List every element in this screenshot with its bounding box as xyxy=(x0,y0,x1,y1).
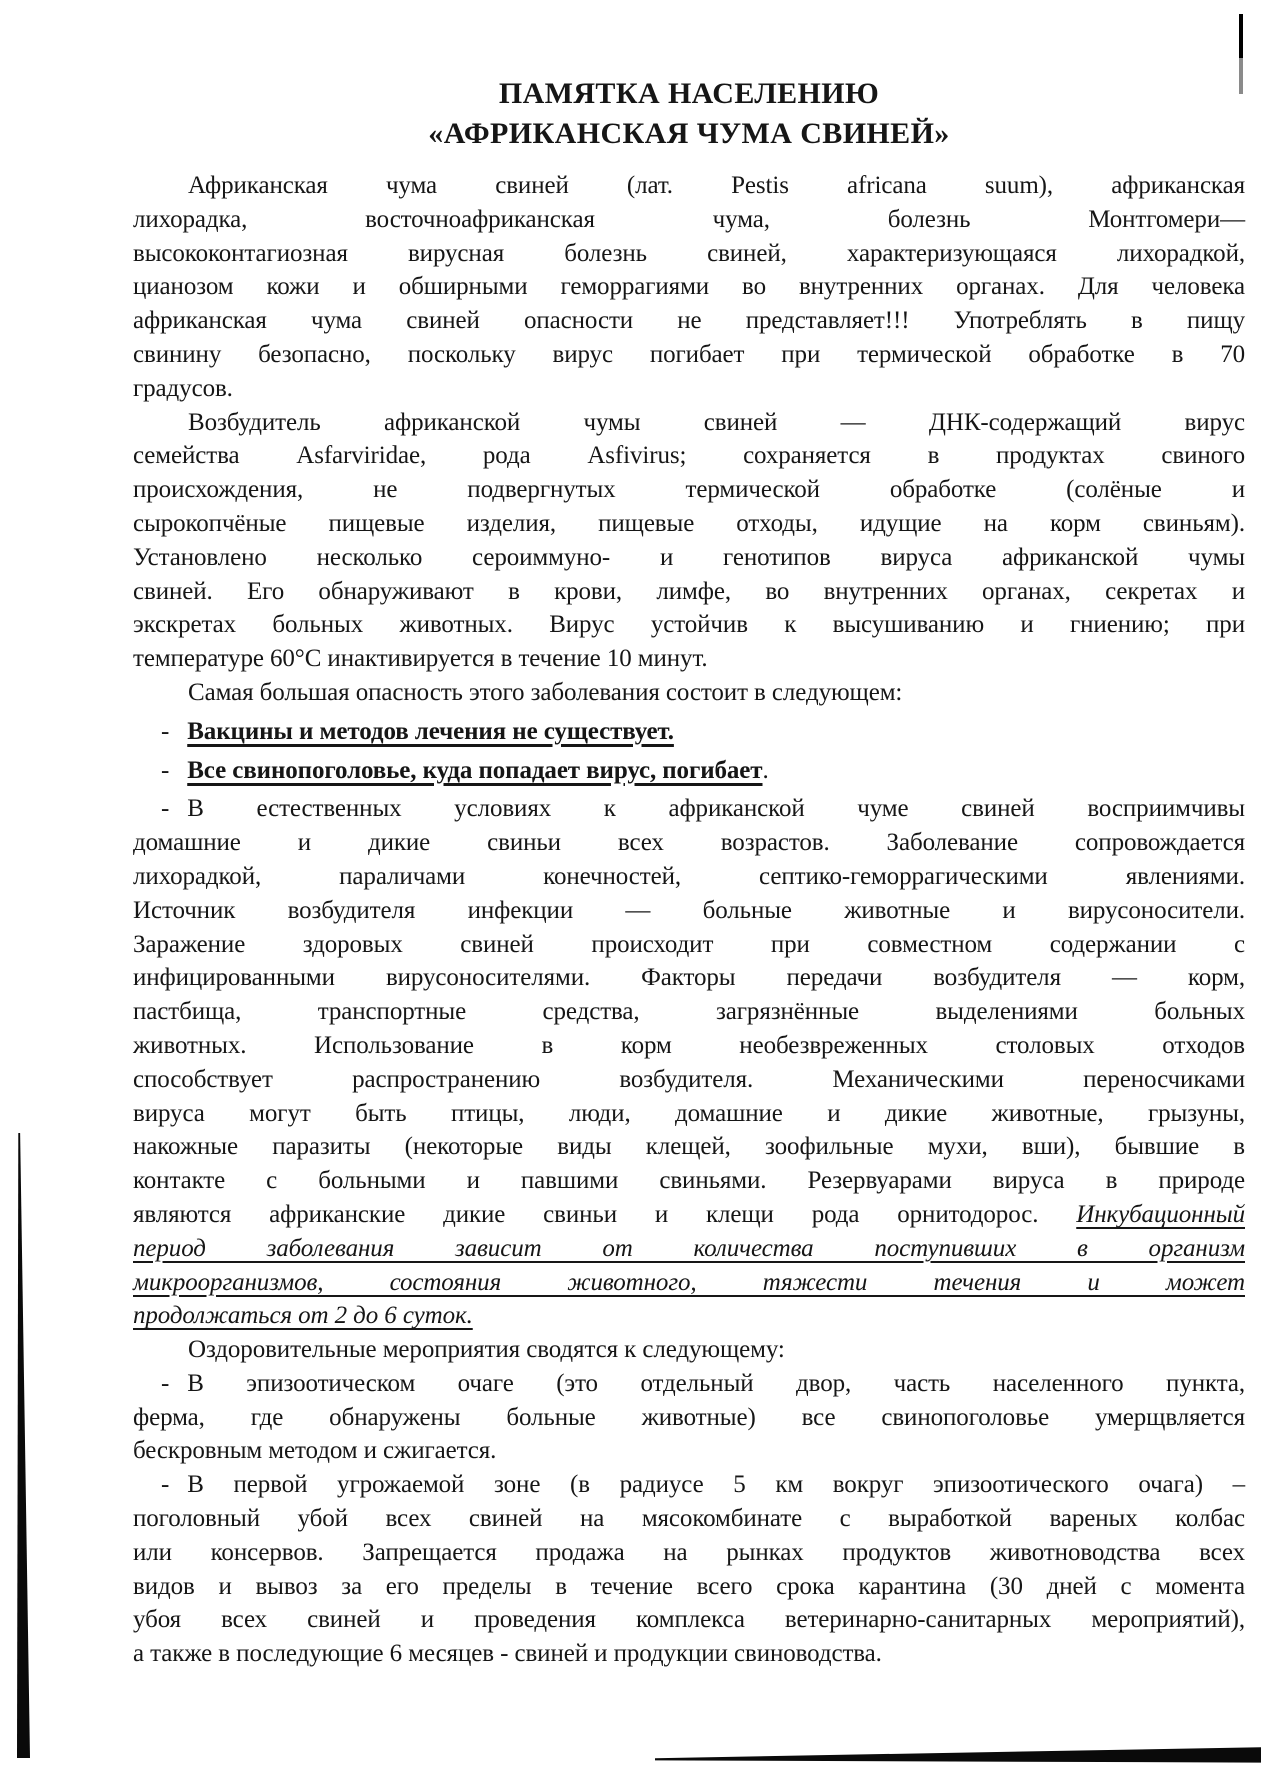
text-run: лихорадкой, параличами конечностей, септико-геморрагическими явлениями. xyxy=(133,862,1245,890)
text-line xyxy=(133,1434,1245,1468)
text-line xyxy=(133,1299,1245,1333)
text-run: микроорганизмов, состояния животного, тяжести течения и может xyxy=(133,1268,1245,1296)
text-run: период заболевания зависит от количества поступивших в организм xyxy=(133,1234,1245,1262)
text-line xyxy=(133,237,1245,271)
text-line xyxy=(133,270,1245,304)
text-line xyxy=(133,715,1245,749)
text-run: В первой угрожаемой зоне (в радиусе 5 км вокруг эпизоотического очага) – xyxy=(187,1471,1245,1499)
text-line xyxy=(133,1468,1245,1502)
text-line xyxy=(133,1570,1245,1604)
text-run: экскретах больных животных. Вирус устойчив к высушиванию и гниению; при xyxy=(133,611,1245,639)
scan-artifact-bottom-right xyxy=(655,1745,1261,1767)
text-run: температуре 60°С инактивируется в течение 10 минут. xyxy=(133,645,708,673)
text-run: Установлено несколько сероиммуно- и генотипов вируса африканской чумы xyxy=(133,543,1245,571)
text-run: пастбища, транспортные средства, загрязнённые выделениями больных xyxy=(133,998,1245,1026)
text-line xyxy=(133,1502,1245,1536)
text-run: а также в последующие 6 месяцев - свиней и продукции свиноводства. xyxy=(133,1640,882,1668)
text-run: свиней. Его обнаруживают в крови, лимфе, во внутренних органах, секретах и xyxy=(133,577,1245,605)
text-line xyxy=(133,792,1245,826)
text-line xyxy=(133,1266,1245,1300)
text-run: цианозом кожи и обширными геморрагиями во внутренних органах. Для человека xyxy=(133,273,1245,301)
text-run: видов и вывоз за его пределы в течение всего срока карантина (30 дней с момента xyxy=(133,1572,1245,1600)
text-line xyxy=(133,860,1245,894)
document-title xyxy=(133,74,1245,154)
document-lines xyxy=(133,169,1245,1671)
text-line xyxy=(133,1232,1245,1266)
title-line-2: «АФРИКАНСКАЯ ЧУМА СВИНЕЙ» xyxy=(428,117,950,150)
text-line xyxy=(133,304,1245,338)
text-line xyxy=(133,473,1245,507)
text-line xyxy=(133,676,1245,710)
text-run: лихорадка, восточноафриканская чума, болезнь Монтгомери— xyxy=(133,205,1245,233)
text-run: градусов. xyxy=(133,374,233,402)
text-line xyxy=(133,1063,1245,1097)
text-run: Возбудитель африканской чумы свиней — ДНК-содержащий вирус xyxy=(188,408,1245,436)
text-run: В эпизоотическом очаге (это отдельный двор, часть населенного пункта, xyxy=(187,1369,1245,1397)
text-run: - xyxy=(161,756,170,784)
text-line xyxy=(133,372,1245,406)
text-line xyxy=(133,642,1245,676)
text-run: инфицированными вирусоносителями. Факторы передачи возбудителя — корм, xyxy=(133,964,1245,992)
text-run: Заражение здоровых свиней происходит при совместном содержании с xyxy=(133,930,1245,958)
text-run: . xyxy=(762,756,769,784)
text-run: вируса могут быть птицы, люди, домашние и дикие животные, грызуны, xyxy=(133,1099,1245,1127)
text-line xyxy=(133,1029,1245,1063)
text-run: Все свинопоголовье, куда попадает вирус, погибает xyxy=(187,756,763,784)
text-run: Оздоровительные мероприятия сводятся к следующему: xyxy=(188,1336,785,1364)
text-run: Инкубационный xyxy=(1076,1200,1245,1228)
text-run: поголовный убой всех свиней на мясокомбинате с выработкой вареных колбас xyxy=(133,1505,1245,1533)
text-run: животных. Использование в корм необезвреженных столовых отходов xyxy=(133,1031,1245,1059)
text-line xyxy=(133,1401,1245,1435)
text-line xyxy=(133,1536,1245,1570)
text-line xyxy=(133,541,1245,575)
text-run: Источник возбудителя инфекции — больные животные и вирусоносители. xyxy=(133,896,1245,924)
text-line xyxy=(133,928,1245,962)
text-line xyxy=(133,1097,1245,1131)
text-line xyxy=(133,507,1245,541)
text-run: происхождения, не подвергнутых термической обработке (солёные и xyxy=(133,476,1245,504)
text-line xyxy=(133,406,1245,440)
text-line xyxy=(133,961,1245,995)
text-run: высококонтагиозная вирусная болезнь свиней, характеризующаяся лихорадкой, xyxy=(133,239,1245,267)
text-run: контакте с больными и павшими свиньями. Резервуарами вируса в природе xyxy=(133,1167,1245,1195)
text-run: семейства Asfarviridae, рода Asfivirus; сохраняется в продуктах свиного xyxy=(133,442,1245,470)
text-line xyxy=(133,203,1245,237)
text-line xyxy=(133,995,1245,1029)
text-line xyxy=(133,1164,1245,1198)
text-run: Самая большая опасность этого заболевания состоит в следующем: xyxy=(188,678,903,706)
text-run: бескровным методом и сжигается. xyxy=(133,1437,497,1465)
text-run: - xyxy=(161,1369,170,1397)
text-line xyxy=(133,608,1245,642)
text-run: - xyxy=(161,1471,170,1499)
text-line xyxy=(133,826,1245,860)
text-line xyxy=(133,1637,1245,1671)
text-line xyxy=(133,575,1245,609)
text-run: способствует распространению возбудителя. Механическими переносчиками xyxy=(133,1065,1245,1093)
scan-artifact-top-right xyxy=(1239,14,1243,94)
text-run: - xyxy=(161,795,170,823)
text-line xyxy=(133,1198,1245,1232)
text-run: - xyxy=(161,717,170,745)
text-run: или консервов. Запрещается продажа на рынках продуктов животноводства всех xyxy=(133,1538,1245,1566)
text-run: ферма, где обнаружены больные животные) все свинопоголовье умерщвляется xyxy=(133,1403,1245,1431)
text-line xyxy=(133,1130,1245,1164)
text-line xyxy=(133,1333,1245,1367)
document xyxy=(133,74,1245,1671)
title-line-1: ПАМЯТКА НАСЕЛЕНИЮ xyxy=(498,77,880,110)
text-run: Африканская чума свиней (лат. Pestis africana suum), африканская xyxy=(188,172,1245,199)
text-run: продолжаться от 2 до 6 суток. xyxy=(133,1302,473,1330)
text-run: являются африканские дикие свиньи и клещи рода орнитодорос. xyxy=(133,1200,1077,1228)
text-run: свинину безопасно, поскольку вирус погибает при термической обработке в 70 xyxy=(133,340,1245,368)
text-line xyxy=(133,754,1245,788)
text-run: Вакцины и методов лечения не существует. xyxy=(187,717,674,745)
scan-artifact-left-edge xyxy=(17,1133,30,1758)
text-line xyxy=(133,169,1245,203)
text-run: убоя всех свиней и проведения комплекса ветеринарно-санитарных мероприятий), xyxy=(133,1606,1245,1634)
text-run: В естественных условиях к африканской чуме свиней восприимчивы xyxy=(187,795,1245,823)
text-run: домашние и дикие свиньи всех возрастов. Заболевание сопровождается xyxy=(133,829,1245,857)
text-line xyxy=(133,338,1245,372)
text-line xyxy=(133,439,1245,473)
text-run: сырокопчёные пищевые изделия, пищевые отходы, идущие на корм свиньям). xyxy=(133,509,1245,537)
text-run: африканская чума свиней опасности не представляет!!! Употреблять в пищу xyxy=(133,307,1245,335)
text-run: накожные паразиты (некоторые виды клещей, зоофильные мухи, вши), бывшие в xyxy=(133,1133,1245,1161)
text-line xyxy=(133,1367,1245,1401)
text-line xyxy=(133,894,1245,928)
text-line xyxy=(133,1603,1245,1637)
